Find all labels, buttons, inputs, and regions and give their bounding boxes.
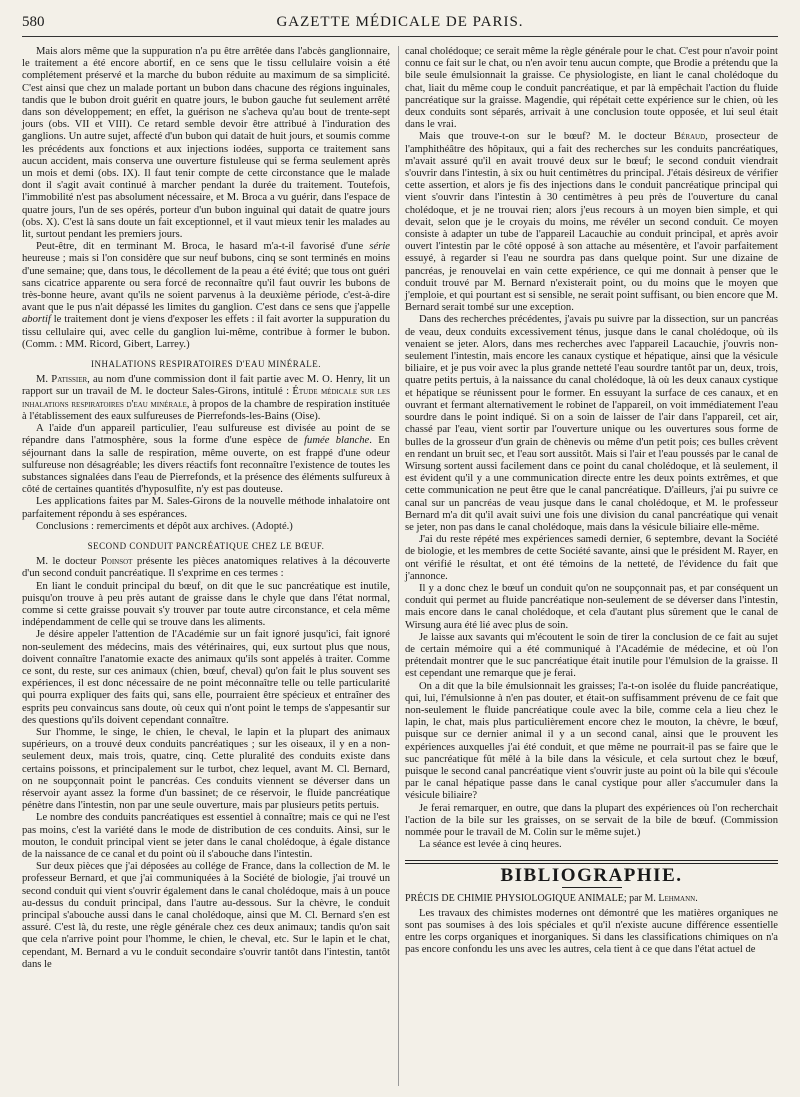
paragraph: Le nombre des conduits pancréatiques est essentiel à connaître; mais ce qui ne l'est pas moins, c'est la variété dans le mode de distribution de ces conduits. Ainsi, sur le mouton, le conduit principal vient se jeter dans le canal cholédoque, à égale distance de la naissance de ce canal et du point où il s'abouche dans l'intestin. [22, 812, 390, 860]
paragraph: Peut-être, dit en terminant M. Broca, le hasard m'a-t-il favorisé d'une série heureuse ; mais si l'on considère que sur neuf bubons, cinq se sont terminés en moins d'une semaine; que, dans tous, le décollement de la peau a été évité; que tous ont guéri sans cicatrice apparente ou sera forcé de reconnaître qu'il faut ouvrir les bubons de très-bonne heure, avant qu'ils ne soient parvenus à la deuxième période, c'est-à-dire avant que le pus n'ait dépassé les limites du ganglion. C'est dans ce sens que j'appelle abortif le traitement dont je viens d'exposer les effets : il fait avorter la suppuration du tissu cellulaire qui, avec celle du ganglion lui-même, contribue à former le bubon. (Comm. : MM. Ricord, Gibert, Larrey.) [22, 241, 390, 350]
paragraph: Mais alors même que la suppuration n'a pu être arrêtée dans l'abcès ganglionnaire, le traitement a été encore abortif, en ce sens que le tissu cellulaire voisin a été complétement préservé et la marche du bubon réduite au maximum de sa simplicité. C'est ainsi que chez un malade portant un bubon dans chacune des régions inguinales, tandis que le bubon droit guérit en quatre jours, le bubon gauche fut seulement arrêté dans son développement; en effet, la guérison ne s'acheva qu'au bout de trente-sept jours (obs. VII et VIII). Ce retard semble devoir être attribué à l'induration des ganglions. Un autre sujet, affecté d'un bubon qui datait de huit jours, et soumis comme les précédents aux fonctions et aux injections iodées, supporta ce traitement sans aucun accident, mais conserva une ouverture fistuleuse qui se ferma seulement après un mois et demi (obs. IX). Il faut tenir compte de cette circonstance que le malade dont il s'agit avait continué à marcher pendant la durée du traitement. Toutefois, l'immobilité n'est pas absolument nécessaire, et M. Broca a vu guérir, dans l'espace de quatre jours, l'un de ses opérés, porteur d'un bubon inguinal qui datait de quatre jours (obs. X). C'est là sans doute un fait exceptionnel, et il vaut mieux tenir les malades au lit, surtout pendant les premiers jours. [22, 46, 390, 241]
section-heading-inhalations: INHALATIONS RESPIRATOIRES D'EAU MINÉRALE. [91, 359, 321, 370]
paragraph: J'ai du reste répété mes expériences samedi dernier, 6 septembre, devant la Société de biologie, et les membres de cette Société savante, ainsi que le président M. Rayer, en ont vérifié le résultat, et ont été témoins de la netteté, de l'évidence du fait que j'annonce. [405, 534, 778, 582]
column-divider [398, 46, 399, 1086]
paragraph: Il y a donc chez le bœuf un conduit qu'on ne soupçonnait pas, et par conséquent un conduit qui permet au fluide pancréatique non-seulement de se déverser dans l'intestin, mais encore dans le canal cholédoque, et cela d'autant plus sûrement que le canal de Wirsung aura été lié avec plus de soin. [405, 582, 778, 631]
paragraph: M. le docteur Poinsot présente les pièces anatomiques relatives à la découverte d'un second conduit pancréatique. Il s'exprime en ces termes : [22, 556, 390, 580]
paragraph: Les applications faites par M. Sales-Girons de la nouvelle méthode inhalatoire ont parfaitement répondu à ses espérances. [22, 496, 390, 520]
paragraph: Dans des recherches précédentes, j'avais pu suivre par la dissection, sur un pancréas de veau, deux conduits excessivement ténus, jusque dans le canal cholédoque, où ils venaient se jeter. Alors, dans mes recherches avec l'appareil Lacauchie, j'ouvris non-seulement l'intestin, mais encore les canaux cystique et hépatique, ainsi que la vésicule biliaire, et je pus voir avec la plus grande netteté l'eau sourdre tantôt par un, deux, trois, quatre petits pertuis, à la naissance du canal cholédoque, là où les deux canaux cystique et hépatique se réunissent pour le former. En essuyant la surface de ces canaux, et en ouvrant et fermant alternativement le robinet de l'appareil, on voit immédiatement l'eau sourdre dans le point indiqué. Si on a soin de laisser de l'air dans l'appareil, cet air, chassé par l'eau, vient sortir par l'ouverture unique ou les ouvertures sous forme de bulles de la grosseur d'un grain de chènevis ou même d'un petit pois; ces bulles crèvent en rendant un bruit sec, et l'eau sort aussitôt. Mais si l'air et l'eau poussés par le canal de Wirsung sortent aussi facilement dans ce point du canal cholédoque, et là seulement, il est évident qu'il y a une communication directe entre les deux points extrêmes, et que cette communication ne peut être que le canal pancréatique. D'ailleurs, j'ai pu suivre ce canal sur un pancréas de veau jusque dans le canal cholédoque, et M. le professeur Bernard m'a dit qu'il avait suivi une fois une division du canal pancréatique qui venait se jeter, non pas dans le canal cholédoque, mais dans la vésicule biliaire elle-même. [405, 314, 778, 533]
paragraph: Je ferai remarquer, en outre, que dans la plupart des expériences où l'on recherchait l'action de la bile sur les graisses, on se servait de la bile de bœuf. (Commission nommée pour le travail de M. Colin sur le même sujet.) [405, 802, 778, 838]
section-rule [405, 860, 778, 864]
paragraph: Sur l'homme, le singe, le chien, le cheval, le lapin et la plupart des animaux supérieurs, on a trouvé deux conduits pancréatiques ; sur les oiseaux, il y en a non-seulement deux, mais trois, quatre, cinq. Cette pluralité des conduits existe dans certains poissons, et principalement sur le turbot, chez lequel, avant M. Cl. Bernard, on ne soupçonnait point le pancréas. Ces conduits viennent se déverser dans un réservoir ayant assez la forme d'un bassinet; de ce réservoir, le fluide pancréatique pénètre dans l'intestin, non par une seule ouverture, mais par plusieurs petits pertuis. [22, 726, 390, 812]
paragraph: Les travaux des chimistes modernes ont démontré que les matières organiques ne sont pas soumises à des lois spéciales et qu'il n'existe aucune différence essentielle entre les corps organiques et inorganiques. Si dans les classifications chimiques on n'a pas encore confondu les uns avec les autres, cela tient à ce que dans l'état actuel de [405, 907, 778, 956]
paragraph: La séance est levée à cinq heures. [419, 839, 562, 851]
paragraph: On a dit que la bile émulsionnait les graisses; l'a-t-on isolée du fluide pancréatique, qui, lui, l'émulsionne à n'en pas douter, et était-on suffisamment prévenu de ce fait que non-seulement le fluide pancréatique coule avec la bile, comme cela a lieu chez le lapin, le chat, mais plus particulièrement encore chez le mouton, la chèvre, le bœuf, puisque sur ce dernier animal il y a un second canal, ainsi que le prouvent les expériences auxquelles j'ai été conduit, et que même ne pourrait-il pas se faire que le suc pancréatique fût mêlé à la bile dans la vésicule, et cela surtout chez le bœuf, puisque le second canal pancréatique vient s'ouvrir juste au point où la bile qui s'écoule par le canal hépatique passe dans le canal cystique pour aller s'accumuler dans la vésicule biliaire? [405, 680, 778, 802]
paragraph: A l'aide d'un appareil particulier, l'eau sulfureuse est divisée au point de se répandre dans l'atmosphère, sous la forme d'une espèce de fumée blanche. En séjournant dans la salle de respiration, même ouverte, on est frappé d'une odeur sulfureuse non désagréable; les divers réactifs font reconnaître l'existence de toutes les substances signalées dans l'eau de Pierrefonds, et la présence des éléments sulfureux à côté de certaines quantités d'hyposulfite, n'y est pas douteuse. [22, 423, 390, 496]
heading-underline [562, 887, 622, 888]
paragraph: M. Patissier, au nom d'une commission dont il fait partie avec M. O. Henry, lit un rapport sur un travail de M. le docteur Sales-Girons, intitulé : Étude médicale sur les inhalations respiratoires d'eau minérale, à propos de la chambre de respiration instituée à l'établissement des eaux sulfureuses de Pierrefonds-les-Bains (Oise). [22, 374, 390, 422]
right-column [405, 46, 778, 957]
section-heading-pancreatic-duct: SECOND CONDUIT PANCRÉATIQUE CHEZ LE BŒUF. [87, 540, 325, 551]
paragraph: Sur deux pièces que j'ai déposées au collége de France, dans la collection de M. le professeur Bernard, et que j'ai communiquées à la Société de biologie, j'ai trouvé un second conduit qui vient s'ouvrir également dans le canal cholédoque, mais à un pouce au-dessus du conduit principal, dans l'autre au-dessous. Sur la chèvre, le conduit principal s'abouche aussi dans le canal cholédoque, ainsi que M. Cl. Bernard s'en est assuré. C'est là, du reste, une règle générale chez ces deux animaux; tandis qu'on sait que cela n'arrive point pour l'homme, le chien, le cheval, etc. Sur le lapin et le chat, cependant, M. Bernard a vu le conduit secondaire s'ouvrir tantôt dans l'intestin, tantôt dans le [22, 861, 390, 970]
paragraph: Mais que trouve-t-on sur le bœuf? M. le docteur Béraud, prosecteur de l'amphithéâtre des hôpitaux, qui a fait des recherches sur les conduits pancréatiques, m'avait assuré qu'il en avait trouvé deux sur le bœuf; le second conduit viendrait s'ouvrir dans l'intestin, à six ou huit centimètres du principal. J'étais désireux de vérifier cette assertion, et alors je fis des injections dans le conduit pancréatique principal qui vient s'ouvrir dans l'intestin à 30 centimètres à peu près de l'ouverture du canal cholédoque, et je ne trouvai rien; alors j'eus recours à un moyen bien simple, et qui devait, selon que je le croyais du moins, me révéler un second conduit. Ce moyen consiste à adapter un tube de l'appareil Lacauchie au conduit principal, et après avoir ouvert l'intestin par le côté opposé à son attache au mésentère, et l'avoir parfaitement essuyé, à regarder si l'eau ne sourdra pas dans quelque point. Sur une dizaine de pancréas, je renouvelai en vain cette expérience, ce qui me donnait à penser que le conduit trouvé par M. Bernard n'existerait point, ou du moins que le moyen que j'emploie, et qui pourtant est si sensible, ne serait point suffisant, ou bien encore que M. Bernard serait tombé sur une exception. [405, 131, 779, 314]
book-reference: PRÉCIS DE CHIMIE PHYSIOLOGIQUE ANIMALE; par M. Lehmann. [405, 892, 698, 904]
left-column [22, 46, 390, 971]
bibliography-heading: BIBLIOGRAPHIE. [500, 865, 683, 887]
paragraph: En liant le conduit principal du bœuf, on dit que le suc pancréatique est inutile, puisqu'on trouve à peu près autant de graisse dans le chyle que dans l'état normal, comme si cette graisse pouvait s'y trouver par toute autre circonstance, et cela même indépendamment de celle qui se trouve dans les aliments. [22, 580, 390, 629]
paragraph: Conclusions : remerciments et dépôt aux archives. (Adopté.) [36, 520, 293, 532]
paragraph: Je laisse aux savants qui m'écoutent le soin de tirer la conclusion de ce fait au sujet de certain mémoire qui a été communiqué à l'Académie de médecine, et où l'on prétendait montrer que le suc pancréatique était inutile pour l'émulsion de la graisse. Il est cependant une remarque que je ferai. [405, 631, 778, 680]
page-number: 580 [22, 14, 45, 30]
page-header [22, 14, 778, 37]
paragraph: Je désire appeler l'attention de l'Académie sur un fait ignoré jusqu'ici, fait ignoré non-seulement des médecins, mais des vétérinaires, qui, eux surtout plus que nous, doivent connaître l'anatomie exacte des animaux qu'ils sont appelés à traiter. Comme ce sont, du reste, sur ces animaux (chien, bœuf, cheval) qu'on fait le plus souvent ses expériences, il est donc nécessaire de ne point méconnaître telle ou telle particularité qui pourra expliquer des faits qui, sans elle, pourraient être spécieux et entraîner des esprits peu convaincus sans doute, où ceux qui n'ont point le temps de s'appesantir sur des questions qu'ils doivent cependant connaître. [22, 629, 390, 726]
journal-title: GAZETTE MÉDICALE DE PARIS. [276, 14, 524, 30]
paragraph: canal cholédoque; ce serait même la règle générale pour le chat. C'est pour n'avoir point connu ce fait sur le chat, ou n'en avoir tenu aucun compte, que Brodie a prétendu que la bile seule émulsionnait la graisse. Ce physiologiste, en liant le canal cholédoque du chat, liait du même coup le conduit pancréatique, et par là empêchait l'action du fluide pancréatique sur la graisse. Magendie, qui répétait cette expérience sur le chien, où les deux conduits sont séparés, arrivait à une conclusion toute opposée, et lui seul était dans le vrai. [405, 46, 778, 131]
